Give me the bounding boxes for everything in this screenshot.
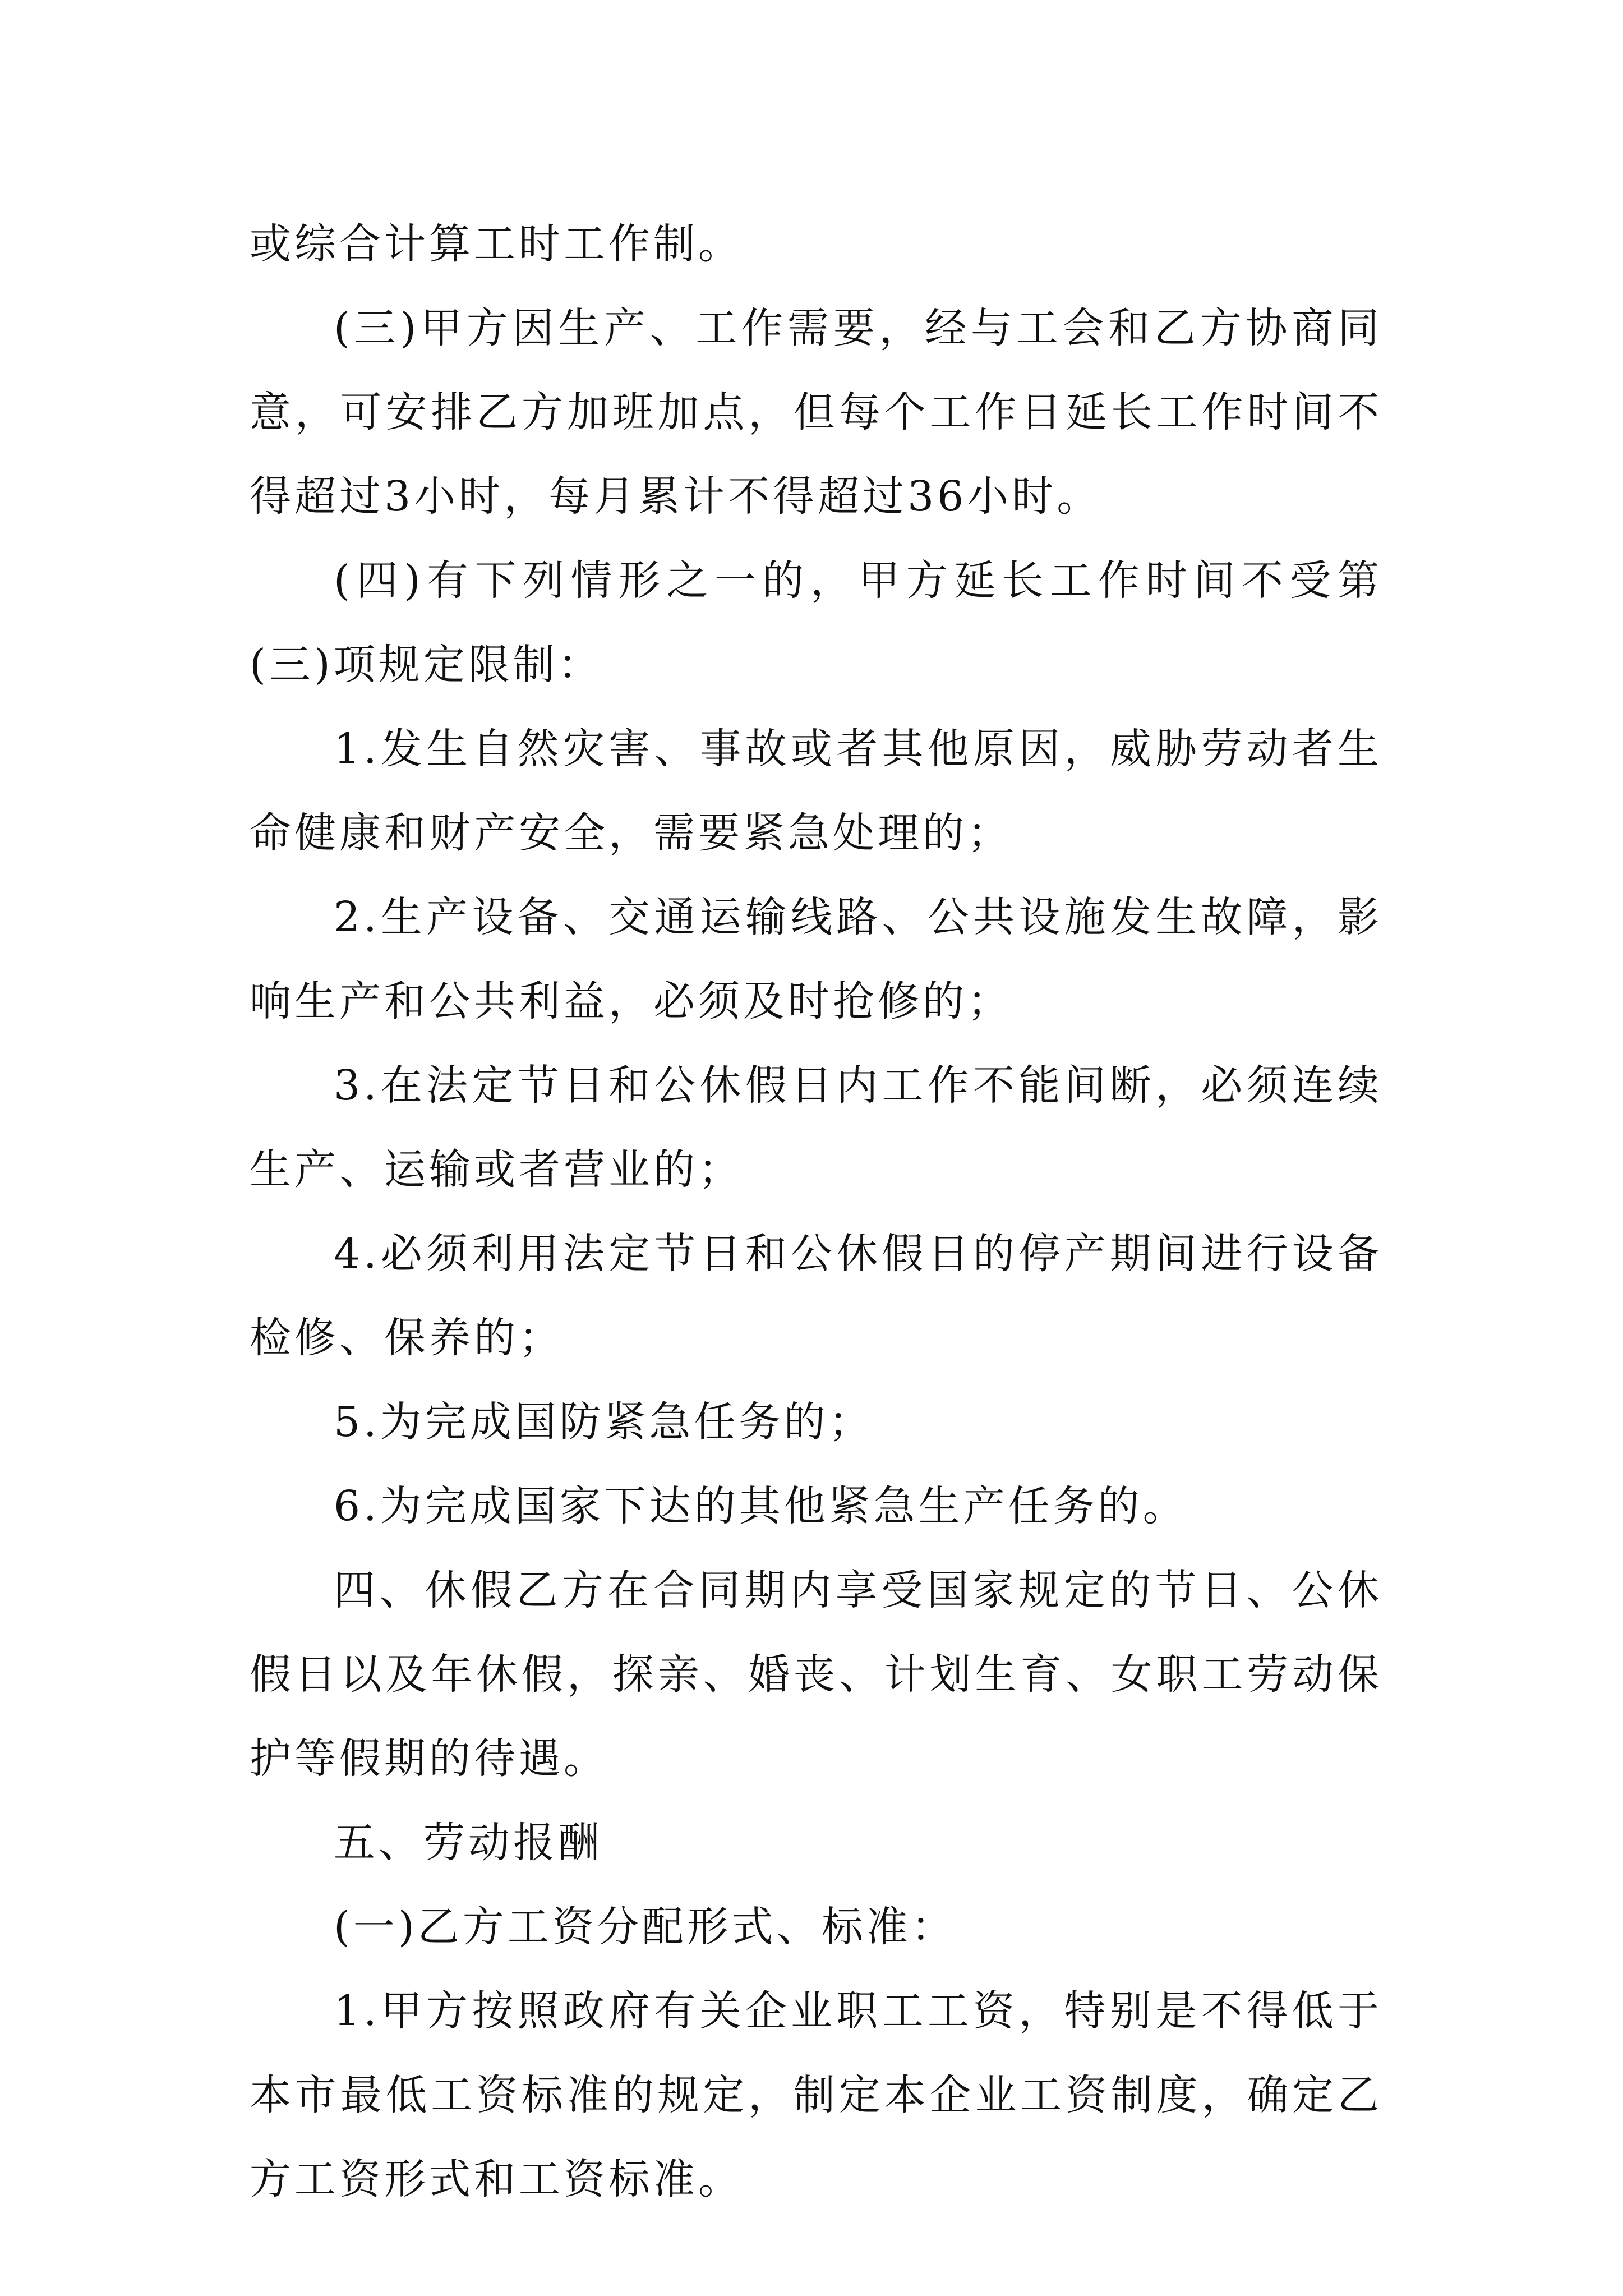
document-body bbox=[250, 202, 1382, 2221]
subsection-heading-wage-form: (一)乙方工资分配形式、标准： bbox=[334, 1903, 956, 1951]
paragraph-continuation: 或综合计算工时工作制。 bbox=[250, 220, 743, 268]
list-item-2: 2.生产设备、交通运输线路、公共设施发生故障，影响生产和公共利益，必须及时抢修的； bbox=[250, 893, 1382, 1025]
paragraph-overtime-limit: (三)甲方因生产、工作需要，经与工会和乙方协商同意，可安排乙方加班加点，但每个工作日延长工作时间不得超过3小时，每月累计不得超过36小时。 bbox=[250, 304, 1382, 521]
list-item-4: 4.必须利用法定节日和公休假日的停产期间进行设备检修、保养的； bbox=[250, 1230, 1382, 1362]
list-item-1: 1.发生自然灾害、事故或者其他原因，威胁劳动者生命健康和财产安全，需要紧急处理的； bbox=[250, 725, 1382, 857]
list-item-wage-standard: 1.甲方按照政府有关企业职工工资，特别是不得低于本市最低工资标准的规定，制定本企业工资制度，确定乙方工资形式和工资标准。 bbox=[250, 1987, 1382, 2203]
list-item-3: 3.在法定节日和公休假日内工作不能间断，必须连续生产、运输或者营业的； bbox=[250, 1061, 1382, 1194]
section-heading-remuneration: 五、劳动报酬 bbox=[334, 1819, 603, 1867]
list-item-5: 5.为完成国防紧急任务的； bbox=[334, 1398, 874, 1446]
paragraph-exceptions-intro: (四)有下列情形之一的，甲方延长工作时间不受第(三)项规定限制： bbox=[250, 556, 1382, 689]
list-item-6: 6.为完成国家下达的其他紧急生产任务的。 bbox=[334, 1482, 1188, 1530]
paragraph-leave: 四、休假乙方在合同期内享受国家规定的节日、公休假日以及年休假，探亲、婚丧、计划生育、女职工劳动保护等假期的待遇。 bbox=[250, 1566, 1382, 1783]
